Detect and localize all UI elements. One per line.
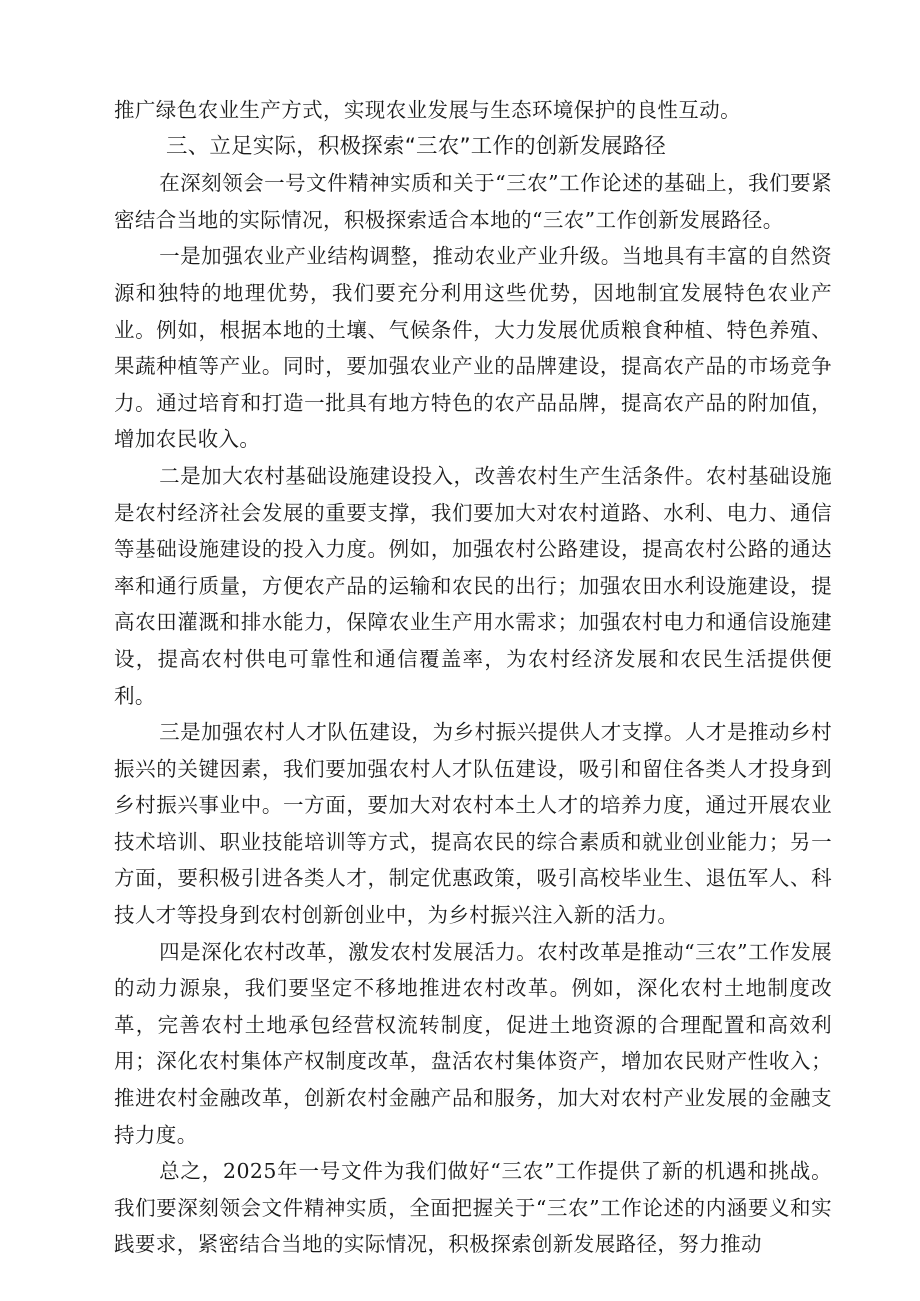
paragraph-conclusion: 总之，2025年一号文件为我们做好“三农”工作提供了新的机遇和挑战。我们要深刻领会文件精神实质，全面把握关于“三农”工作论述的内涵要义和实践要求，紧密结合当地的实际情况，积极探索创新发展路径，努力推动	[114, 1159, 832, 1257]
paragraph-point-2: 二是加大农村基础设施建设投入，改善农村生产生活条件。农村基础设施是农村经济社会发展的重要支撑，我们要加大对农村道路、水利、电力、通信等基础设施建设的投入力度。例如，加强农村公路建设，提高农村公路的通达率和通行质量，方便农产品的运输和农民的出行；加强农田水利设施建设，提高农田灌溉和排水能力，保障农业生产用水需求；加强农村电力和通信设施建设，提高农村供电可靠性和通信覆盖率，为农村经济发展和农民生活提供便利。	[114, 463, 832, 708]
lead-line: 推广绿色农业生产方式，实现农业发展与生态环境保护的良性互动。	[114, 98, 741, 122]
section-heading: 三、立足实际，积极探索“三农”工作的创新发展路径	[166, 133, 667, 159]
paragraph-point-3: 三是加强农村人才队伍建设，为乡村振兴提供人才支撑。人才是推动乡村振兴的关键因素，我们要加强农村人才队伍建设，吸引和留住各类人才投身到乡村振兴事业中。一方面，要加大对农村本土人才的培养力度，通过开展农业技术培训、职业技能培训等方式，提高农民的综合素质和就业创业能力；另一方面，要积极引进各类人才，制定优惠政策，吸引高校毕业生、退伍军人、科技人才等投身到农村创新创业中，为乡村振兴注入新的活力。	[114, 720, 832, 928]
paragraph-intro: 在深刻领会一号文件精神实质和关于“三农”工作论述的基础上，我们要紧密结合当地的实际情况，积极探索适合本地的“三农”工作创新发展路径。	[114, 171, 832, 232]
document-body	[114, 92, 832, 1263]
paragraph-point-1: 一是加强农业产业结构调整，推动农业产业升级。当地具有丰富的自然资源和独特的地理优势，我们要充分利用这些优势，因地制宜发展特色农业产业。例如，根据本地的土壤、气候条件，大力发展优质粮食种植、特色养殖、果蔬种植等产业。同时，要加强农业产业的品牌建设，提高农产品的市场竞争力。通过培育和打造一批具有地方特色的农产品品牌，提高农产品的附加值，增加农民收入。	[114, 244, 832, 452]
paragraph-point-4: 四是深化农村改革，激发农村发展活力。农村改革是推动“三农”工作发展的动力源泉，我们要坚定不移地推进农村改革。例如，深化农村土地制度改革，完善农村土地承包经营权流转制度，促进土地资源的合理配置和高效利用；深化农村集体产权制度改革，盘活农村集体资产，增加农民财产性收入；推进农村金融改革，创新农村金融产品和服务，加大对农村产业发展的金融支持力度。	[114, 939, 832, 1147]
